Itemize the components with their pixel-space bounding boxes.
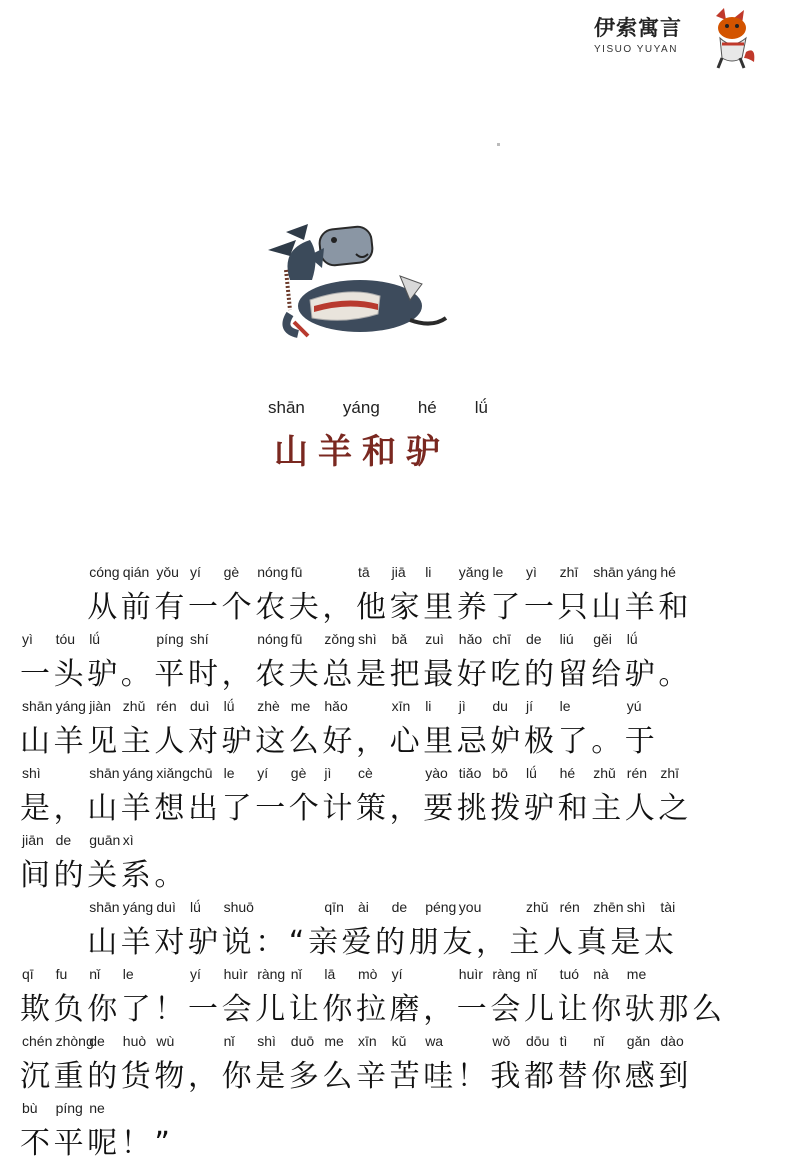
pinyin-syllable: yǎng — [458, 564, 490, 580]
hanzi-row: 一头驴。平时，农夫总是把最好吃的留给驴。 — [20, 657, 692, 692]
text-line — [20, 564, 710, 630]
text-line — [20, 832, 710, 898]
hanzi-row: 山羊对驴说：“亲爱的朋友，主人真是太 — [20, 925, 678, 960]
pinyin-syllable: yí — [391, 966, 403, 982]
pinyin-syllable: tài — [660, 899, 676, 915]
pinyin-syllable: xīn — [358, 1033, 377, 1049]
pinyin-syllable: liú — [559, 631, 574, 647]
pinyin-syllable: shān — [593, 564, 624, 580]
pinyin-syllable: nǐ — [593, 1033, 605, 1049]
text-line — [20, 631, 710, 697]
pinyin-syllable: zhè — [257, 698, 280, 714]
pinyin-syllable: nǐ — [290, 966, 302, 982]
pinyin-syllable: yì — [22, 631, 33, 647]
pinyin-syllable: bù — [22, 1100, 38, 1116]
text-line — [20, 698, 710, 764]
pinyin-syllable: nóng — [257, 631, 289, 647]
pinyin-syllable: lā — [324, 966, 336, 982]
pinyin-syllable: qián — [122, 564, 150, 580]
pinyin-syllable: tóu — [55, 631, 76, 647]
pinyin-syllable: you — [458, 899, 482, 915]
pinyin-syllable: wǒ — [492, 1033, 511, 1049]
pinyin-syllable: yáng — [626, 564, 658, 580]
hanzi-row: 间的关系。 — [20, 858, 188, 893]
pinyin-syllable: de — [526, 631, 542, 647]
pinyin-syllable: tā — [358, 564, 370, 580]
title-pinyin-syllable: yáng — [342, 398, 380, 417]
title-pinyin-syllable: hé — [417, 398, 437, 417]
pinyin-syllable: li — [425, 564, 432, 580]
text-line — [20, 1100, 710, 1166]
pinyin-syllable: zhǔ — [122, 698, 146, 714]
title-pinyin-syllable: shān — [268, 398, 305, 417]
pinyin-syllable: rén — [559, 899, 580, 915]
pinyin-syllable: me — [290, 698, 311, 714]
pinyin-syllable: ài — [358, 899, 369, 915]
pinyin-syllable: nóng — [257, 564, 289, 580]
pinyin-syllable: du — [492, 698, 508, 714]
pinyin-syllable: zhī — [559, 564, 579, 580]
pinyin-syllable: jiàn — [89, 698, 111, 714]
pinyin-syllable: shì — [257, 1033, 276, 1049]
series-title-en: YISUO YUYAN — [594, 44, 678, 55]
pinyin-syllable: píng — [55, 1100, 83, 1116]
series-logo — [588, 6, 768, 70]
pinyin-syllable: gè — [223, 564, 240, 580]
pinyin-syllable: le — [122, 966, 134, 982]
pinyin-syllable: lǘ — [89, 631, 101, 647]
pinyin-syllable: shān — [89, 765, 120, 781]
pinyin-syllable: nà — [593, 966, 609, 982]
pinyin-syllable: huìr — [223, 966, 248, 982]
fox-icon — [696, 6, 758, 70]
pinyin-syllable: fū — [290, 564, 303, 580]
hanzi-row: 是，山羊想出了一个计策，要挑拨驴和主人之 — [20, 791, 692, 826]
title-pinyin-syllable: lǘ — [474, 398, 488, 417]
pinyin-syllable: yǒu — [156, 564, 179, 580]
pinyin-syllable: cè — [358, 765, 373, 781]
pinyin-syllable: de — [391, 899, 408, 915]
pinyin-syllable: me — [626, 966, 647, 982]
hanzi-row: 不平呢！” — [20, 1126, 174, 1161]
text-line — [20, 765, 710, 831]
pinyin-syllable: yú — [626, 698, 642, 714]
pinyin-syllable: lǘ — [526, 765, 537, 781]
pinyin-syllable: gěi — [593, 631, 612, 647]
pinyin-syllable: yí — [190, 564, 201, 580]
pinyin-syllable: zhī — [660, 765, 680, 781]
pinyin-syllable: le — [492, 564, 504, 580]
pinyin-syllable: le — [559, 698, 571, 714]
pinyin-syllable: lǘ — [626, 631, 638, 647]
pinyin-syllable: dào — [660, 1033, 684, 1049]
text-line — [20, 966, 726, 1032]
pinyin-syllable: wa — [425, 1033, 444, 1049]
pinyin-syllable: zǒng — [324, 631, 355, 647]
decorative-dot — [497, 143, 500, 146]
pinyin-syllable: zhǔ — [526, 899, 549, 915]
pinyin-syllable: zuì — [425, 631, 444, 647]
pinyin-syllable: lǘ — [190, 899, 201, 915]
pinyin-syllable: tuó — [559, 966, 580, 982]
pinyin-syllable: le — [223, 765, 235, 781]
hanzi-row: 山羊见主人对驴这么好，心里忌妒极了。于 — [20, 724, 659, 759]
pinyin-syllable: yì — [526, 564, 537, 580]
pinyin-syllable: dōu — [526, 1033, 550, 1049]
pinyin-syllable: hǎo — [324, 698, 348, 714]
pinyin-syllable: shì — [22, 765, 41, 781]
pinyin-syllable: huìr — [458, 966, 483, 982]
pinyin-syllable: rén — [156, 698, 177, 714]
pinyin-syllable: píng — [156, 631, 184, 647]
pinyin-syllable: zhòng — [55, 1033, 94, 1049]
pinyin-syllable: hé — [660, 564, 676, 580]
hanzi-row: 欺负你了！一会儿让你拉磨，一会儿让你驮那么 — [20, 992, 726, 1027]
pinyin-syllable: jì — [458, 698, 466, 714]
pinyin-syllable: mò — [358, 966, 378, 982]
pinyin-syllable: gǎn — [626, 1033, 651, 1049]
pinyin-syllable: tiǎo — [458, 765, 482, 781]
pinyin-syllable: jí — [526, 698, 533, 714]
pinyin-syllable: duō — [290, 1033, 315, 1049]
pinyin-syllable: chū — [190, 765, 213, 781]
pinyin-syllable: fū — [290, 631, 303, 647]
pinyin-syllable: yào — [425, 765, 448, 781]
pinyin-syllable: chī — [492, 631, 512, 647]
text-line — [20, 1033, 710, 1099]
pinyin-syllable: shān — [22, 698, 53, 714]
pinyin-syllable: hǎo — [458, 631, 483, 647]
pinyin-syllable: jiān — [22, 832, 44, 848]
pinyin-syllable: hé — [559, 765, 576, 781]
pinyin-syllable: xīn — [391, 698, 411, 714]
pinyin-syllable: qīn — [324, 899, 344, 915]
pinyin-syllable: rén — [626, 765, 648, 781]
hanzi-row: 沉重的货物，你是多么辛苦哇！我都替你感到 — [20, 1059, 692, 1094]
pinyin-syllable: yí — [190, 966, 201, 982]
pinyin-syllable: de — [55, 832, 72, 848]
pinyin-syllable: lǘ — [223, 698, 235, 714]
pinyin-syllable: duì — [156, 899, 176, 915]
pinyin-syllable: zhēn — [593, 899, 624, 915]
story-title: 山羊和驴 — [274, 432, 450, 472]
pinyin-syllable: shì — [626, 899, 646, 915]
pinyin-syllable: yáng — [122, 899, 154, 915]
pinyin-syllable: gè — [290, 765, 307, 781]
pinyin-syllable: yí — [257, 765, 269, 781]
pinyin-syllable: péng — [425, 899, 457, 915]
pinyin-syllable: tì — [559, 1033, 568, 1049]
pinyin-syllable: jiā — [391, 564, 406, 580]
pinyin-syllable: duì — [190, 698, 210, 714]
pinyin-syllable: xiǎng — [156, 765, 190, 781]
pinyin-syllable: zhǔ — [593, 765, 616, 781]
pinyin-syllable: guān — [89, 832, 121, 848]
pinyin-syllable: huò — [122, 1033, 147, 1049]
pinyin-syllable: qī — [22, 966, 34, 982]
pinyin-syllable: shí — [190, 631, 209, 647]
pinyin-syllable: shān — [89, 899, 120, 915]
series-title-cn: 伊索寓言 — [594, 16, 682, 40]
text-line — [20, 899, 710, 965]
pinyin-syllable: ràng — [257, 966, 286, 982]
pinyin-syllable: nǐ — [526, 966, 537, 982]
pinyin-syllable: yáng — [122, 765, 154, 781]
pinyin-syllable: wù — [156, 1033, 175, 1049]
pinyin-syllable: nǐ — [223, 1033, 235, 1049]
pinyin-syllable: shuō — [223, 899, 254, 915]
pinyin-syllable: jì — [324, 765, 332, 781]
pinyin-syllable: me — [324, 1033, 344, 1049]
pinyin-syllable: fu — [55, 966, 68, 982]
hanzi-row: 从前有一个农夫，他家里养了一只山羊和 — [20, 590, 692, 625]
donkey-icon — [250, 210, 460, 350]
pinyin-syllable: li — [425, 698, 432, 714]
pinyin-syllable: ne — [89, 1100, 105, 1116]
pinyin-syllable: yáng — [55, 698, 86, 714]
pinyin-syllable: bǎ — [391, 631, 408, 647]
pinyin-syllable: shì — [358, 631, 377, 647]
title-pinyin — [250, 398, 510, 418]
pinyin-syllable: chén — [22, 1033, 53, 1049]
pinyin-syllable: cóng — [89, 564, 120, 580]
pinyin-syllable: nǐ — [89, 966, 101, 982]
pinyin-syllable: kǔ — [391, 1033, 407, 1049]
pinyin-syllable: xì — [122, 832, 134, 848]
pinyin-syllable: ràng — [492, 966, 521, 982]
pinyin-syllable: de — [89, 1033, 105, 1049]
pinyin-syllable: bō — [492, 765, 508, 781]
